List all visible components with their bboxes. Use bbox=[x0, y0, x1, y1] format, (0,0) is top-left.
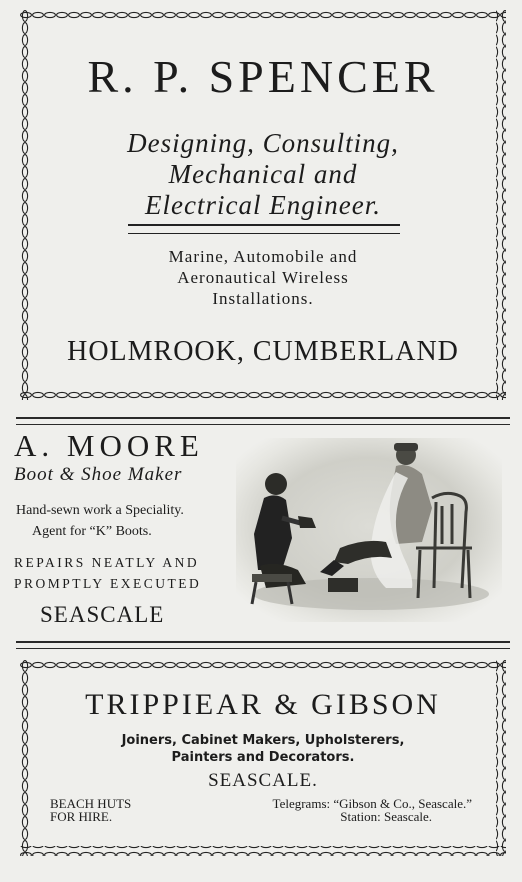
spencer-name: R. P. SPENCER bbox=[87, 51, 439, 102]
trade-line: Joiners, Cabinet Makers, Upholsterers, bbox=[121, 733, 405, 748]
service-line: Installations. bbox=[212, 289, 314, 308]
spencer-location: HOLMROOK, CUMBERLAND bbox=[67, 336, 459, 367]
moore-repairs bbox=[14, 552, 224, 594]
station-line: Station: Seascale. bbox=[340, 809, 432, 824]
moore-town: SEASCALE bbox=[40, 602, 165, 627]
spencer-advertisement bbox=[20, 10, 506, 400]
telegrams-info bbox=[226, 797, 472, 823]
moore-trade: Boot & Shoe Maker bbox=[14, 464, 183, 485]
service-line: Marine, Automobile and bbox=[168, 247, 358, 266]
profession-line: Designing, Consulting, bbox=[127, 128, 399, 158]
trippiear-advertisement bbox=[20, 660, 506, 856]
trippiear-trades bbox=[20, 732, 506, 766]
agent-line: Agent for “K” Boots. bbox=[32, 524, 152, 539]
huts-line: FOR HIRE. bbox=[50, 809, 113, 824]
moore-speciality bbox=[14, 500, 224, 542]
shoe-fitting-photo bbox=[236, 438, 502, 622]
moore-advertisement bbox=[14, 428, 224, 628]
trippiear-town: SEASCALE. bbox=[208, 770, 318, 791]
profession-line: Mechanical and bbox=[168, 159, 358, 189]
repairs-line: PROMPTLY EXECUTED bbox=[14, 576, 202, 591]
profession-line: Electrical Engineer. bbox=[145, 190, 381, 220]
speciality-line: Hand-sewn work a Speciality. bbox=[16, 503, 184, 518]
separator-rule bbox=[16, 417, 510, 425]
spencer-services bbox=[20, 246, 506, 309]
huts-line: BEACH HUTS bbox=[50, 796, 132, 811]
trippiear-name: TRIPPIEAR & GIBSON bbox=[85, 688, 441, 721]
separator-rule bbox=[16, 641, 510, 649]
service-line: Aeronautical Wireless bbox=[177, 268, 349, 287]
trade-line: Painters and Decorators. bbox=[171, 750, 355, 765]
spencer-profession bbox=[20, 128, 506, 221]
moore-name: A. MOORE bbox=[14, 428, 204, 463]
repairs-line: REPAIRS NEATLY AND bbox=[14, 555, 200, 570]
telegrams-line: Telegrams: “Gibson & Co., Seascale.” bbox=[272, 796, 472, 811]
beach-huts-note bbox=[50, 797, 131, 823]
double-rule bbox=[128, 224, 400, 234]
